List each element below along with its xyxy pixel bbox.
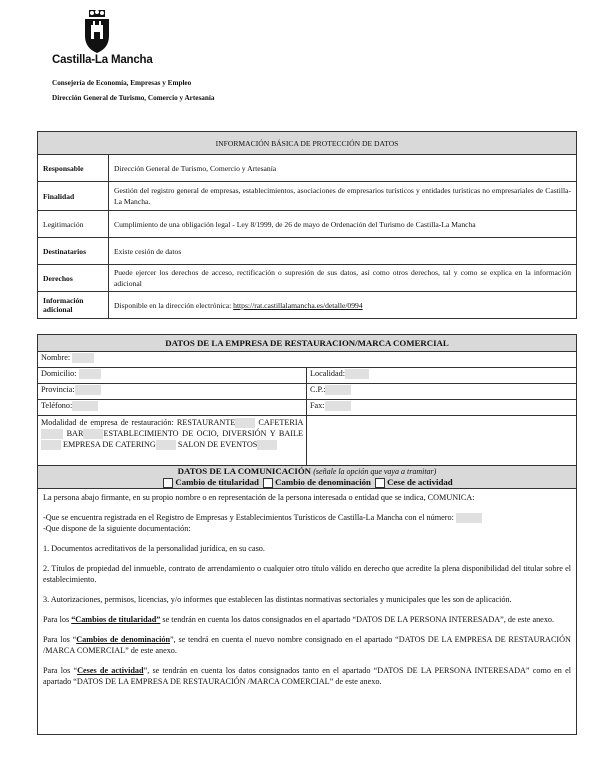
modalidad-ocio: ESTABLECIMIENTO DE OCIO, DIVERSIÓN Y BAILE [103, 429, 304, 439]
modalidad-catering: EMPRESA DE CATERING [63, 440, 156, 450]
option-denominacion: Cambio de denominación [275, 477, 371, 487]
localidad-field[interactable] [345, 369, 369, 379]
intro-text: La persona abajo firmante, en su propio nombre o en representación de la persona interesada o entidad que se indica, COMUNICA: [43, 492, 475, 502]
brand-name: Castilla-La Mancha [52, 54, 153, 66]
row-value: Existe cesión de datos [109, 238, 577, 265]
checkbox-titularidad[interactable] [163, 478, 173, 488]
registro-number-field[interactable] [456, 513, 482, 523]
registered-text: -Que se encuentra registrada en el Registro de Empresas y Establecimientos Turísticos de Castilla-La Mancha con el número: [43, 512, 454, 522]
provincia-label: Provincia: [41, 385, 75, 394]
paragraph-denominacion: Para los “Cambios de denominación”, se tendrá en cuenta el nuevo nombre consignado en el apartado “DATOS DE LA EMPRESA DE RESTAURACIÓN /MARCA COMERCIAL” de este anexo. [43, 635, 571, 656]
info-prefix: Disponible en la dirección electrónica: [114, 300, 234, 310]
row-value: Cumplimiento de una obligación legal - Ley 8/1999, de 26 de mayo de Ordenación del Turismo de Castilla-La Mancha [109, 211, 577, 238]
domicilio-label: Domicilio: [41, 369, 77, 378]
protection-title: INFORMACIÓN BÁSICA DE PROTECCIÓN DE DATOS [38, 132, 577, 155]
modalidad-cell [38, 416, 307, 466]
cafeteria-field[interactable] [41, 429, 63, 439]
modalidad-restaurante: RESTAURANTE [176, 418, 236, 427]
row-label: Derechos [38, 265, 109, 292]
company-title: DATOS DE LA EMPRESA DE RESTAURACION/MARCA COMERCIAL [38, 335, 577, 352]
department: Consejería de Economía, Empresas y Empleo [52, 79, 192, 87]
company-table [37, 334, 577, 735]
telefono-label: Teléfono: [41, 401, 73, 410]
cp-label: C.P.: [310, 385, 326, 394]
paragraph-titularidad: Para los “Cambios de titularidad” se tendrán en cuenta los datos consignados en el apartado “DATOS DE LA PERSONA INTERESADA”, de este anexo. [43, 615, 555, 625]
row-label: Información adicional [38, 292, 109, 319]
nombre-label: Nombre: [41, 353, 71, 362]
row-label: Legitimación [38, 211, 109, 238]
communication-title: DATOS DE LA COMUNICACIÓN [177, 466, 312, 476]
bar-field[interactable] [83, 429, 103, 439]
fax-label: Fax: [310, 401, 325, 410]
row-label: Destinatarios [38, 238, 109, 265]
communication-body [38, 488, 577, 734]
checkbox-cese[interactable] [375, 478, 385, 488]
option-titularidad: Cambio de titularidad [175, 477, 259, 487]
directorate: Dirección General de Turismo, Comercio y Artesanía [52, 94, 215, 102]
doc-item-2: 2. Títulos de propiedad del inmueble, contrato de arrendamiento o cualquier otro título válido en derecho que acredite la plena disponibilidad del titular sobre el establecimiento. [43, 564, 571, 585]
restaurante-field[interactable] [235, 418, 255, 428]
doc-item-1: 1. Documentos acreditativos de la personalidad jurídica, en su caso. [43, 544, 265, 554]
communication-note: (señale la opción que vaya a tramitar) [313, 467, 437, 476]
row-value [109, 292, 577, 319]
fax-field[interactable] [325, 401, 351, 411]
modalidad-eventos: SALON DE EVENTOS [177, 440, 258, 450]
provincia-field[interactable] [75, 385, 101, 395]
eventos-field[interactable] [257, 440, 277, 450]
modalidad-intro: Modalidad de empresa de restauración: [41, 418, 174, 427]
checkbox-denominacion[interactable] [263, 478, 273, 488]
telefono-field[interactable] [72, 401, 98, 411]
catering-field[interactable] [156, 440, 176, 450]
crest-icon [80, 8, 114, 54]
ocio-field[interactable] [41, 440, 61, 450]
info-link[interactable]: https://rat.castillalamancha.es/detalle/0994 [233, 300, 363, 310]
modalidad-bar: BAR [66, 429, 84, 439]
docs-text: -Que dispone de la siguiente documentación: [43, 524, 191, 534]
localidad-label: Localidad: [310, 369, 346, 378]
option-cese: Cese de actividad [387, 477, 453, 487]
cp-field[interactable] [325, 385, 351, 395]
domicilio-field[interactable] [79, 369, 101, 379]
protection-table [37, 131, 577, 319]
nombre-field[interactable] [72, 353, 94, 363]
paragraph-cese: Para los “Ceses de actividad”, se tendrán en cuenta los datos consignados tanto en el apartado “DATOS DE LA PERSONA INTERESADA” como en el apartado “DATOS DE LA EMPRESA DE RESTAURACIÓN /MARCA COMERCIAL” de este anexo. [43, 666, 571, 687]
communication-header [38, 466, 577, 489]
row-label: Finalidad [38, 182, 109, 211]
modalidad-cafeteria: CAFETERIA [258, 418, 304, 427]
row-label: Responsable [38, 155, 109, 182]
row-value: Gestión del registro general de empresas, establecimientos, asociaciones de empresarios turísticos y entidades turísticas no empresariales de Castilla-La Mancha. [109, 182, 577, 211]
row-value: Puede ejercer los derechos de acceso, rectificación o supresión de sus datos, así como otros derechos, tal y como se explica en la información adicional [109, 265, 577, 292]
row-value: Dirección General de Turismo, Comercio y Artesanía [109, 155, 577, 182]
doc-item-3: 3. Autorizaciones, permisos, licencias, y/o informes que establecen las distintas normativas sectoriales y municipales que les son de aplicación. [43, 595, 512, 605]
